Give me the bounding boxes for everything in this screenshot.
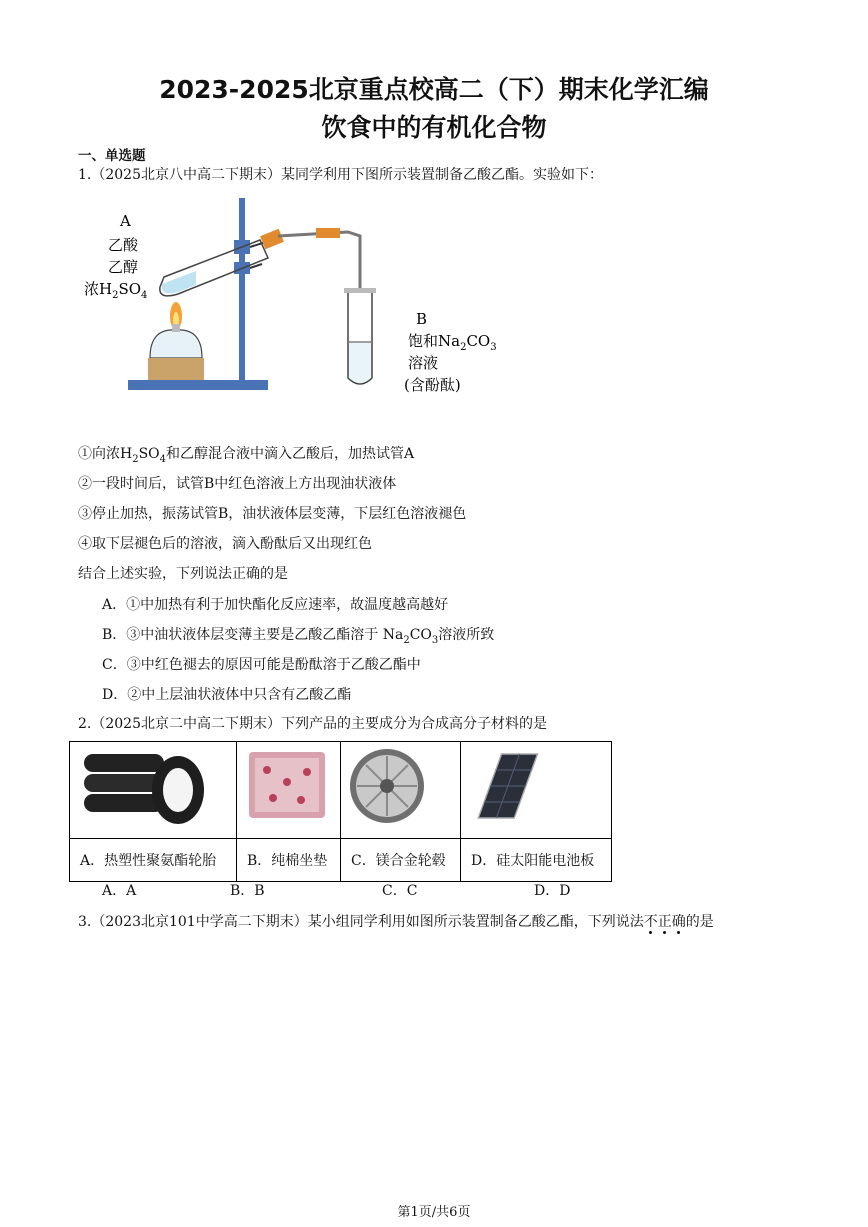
stand-base: [128, 380, 268, 390]
lamp-block: [148, 358, 204, 380]
question-1-stem: 1.（2025北京八中高二下期末）某同学利用下图所示装置制备乙酸乙酯。实验如下：: [78, 167, 603, 183]
ester-apparatus-figure: [78, 192, 518, 402]
q1-step-4: ④取下层褪色后的溶液，滴入酚酞后又出现红色: [78, 536, 372, 552]
q2-answer-c[interactable]: C．C: [382, 883, 418, 899]
b-solution-line1: 饱和$Na_2CO_3$: [408, 332, 497, 353]
label-b: B: [416, 310, 428, 328]
q1-option-c[interactable]: C．③中红色褪去的原因可能是酚酞溶于乙酸乙酯中: [102, 657, 421, 673]
page-title: 2023-2025北京重点校高二（下）期末化学汇编: [159, 75, 709, 104]
product-label-b: B．纯棉坐垫: [237, 839, 341, 882]
section-heading: 一、单选题: [78, 148, 146, 164]
stand-rod: [239, 198, 245, 382]
q2-answer-a[interactable]: A．A: [102, 883, 137, 899]
cushion-image: [237, 742, 341, 839]
product-label-c: C．镁合金轮毂: [341, 839, 461, 882]
question-2-stem: 2.（2025北京二中高二下期末）下列产品的主要成分为合成高分子材料的是: [78, 716, 547, 732]
product-table: [69, 741, 612, 882]
reagent-sulfuric-acid: 浓$H_2SO_4$: [84, 280, 148, 301]
q1-option-b[interactable]: B．③中油状液体层变薄主要是乙酸乙酯溶于 $Na_2CO_3$溶液所致: [102, 627, 495, 646]
alcohol-lamp: [150, 330, 202, 358]
q1-step-1: ①向浓$H_2SO_4$和乙醇混合液中滴入乙酸后，加热试管A: [78, 446, 415, 465]
product-label-d: D．硅太阳能电池板: [461, 839, 612, 882]
b-solution-line2: 溶液: [408, 354, 439, 372]
q1-step-2: ②一段时间后，试管B中红色溶液上方出现油状液体: [78, 476, 397, 492]
rubber-connector: [316, 228, 340, 238]
q1-option-d[interactable]: D．②中上层油状液体中只含有乙酸乙酯: [102, 687, 352, 703]
q2-answer-b[interactable]: B．B: [230, 883, 265, 899]
q1-step-3: ③停止加热，振荡试管B，油状液体层变薄，下层红色溶液褪色: [78, 506, 467, 522]
b-solution-line3: (含酚酞): [404, 376, 461, 394]
label-a: A: [120, 212, 131, 230]
delivery-tube: [278, 232, 360, 290]
question-3-stem: 3.（2023北京101中学高二下期末）某小组同学利用如图所示装置制备乙酸乙酯，下列说法不正确的是: [78, 914, 714, 930]
page-subtitle: 饮食中的有机化合物: [321, 113, 547, 142]
page-footer: 第1页/共6页: [397, 1205, 471, 1220]
reagent-ethanol: 乙醇: [108, 258, 139, 276]
reagent-acetic-acid: 乙酸: [108, 236, 139, 254]
solar-panel-image: [461, 742, 612, 839]
q1-prompt: 结合上述实验，下列说法正确的是: [78, 566, 288, 582]
q2-answer-d[interactable]: D．D: [534, 883, 571, 899]
q1-option-a[interactable]: A．①中加热有利于加快酯化反应速率，故温度越高越好: [102, 597, 449, 613]
tube-stopper: [260, 229, 284, 249]
tires-image: [70, 742, 237, 839]
wheel-hub-image: [341, 742, 461, 839]
product-label-a: A．热塑性聚氨酯轮胎: [70, 839, 237, 882]
